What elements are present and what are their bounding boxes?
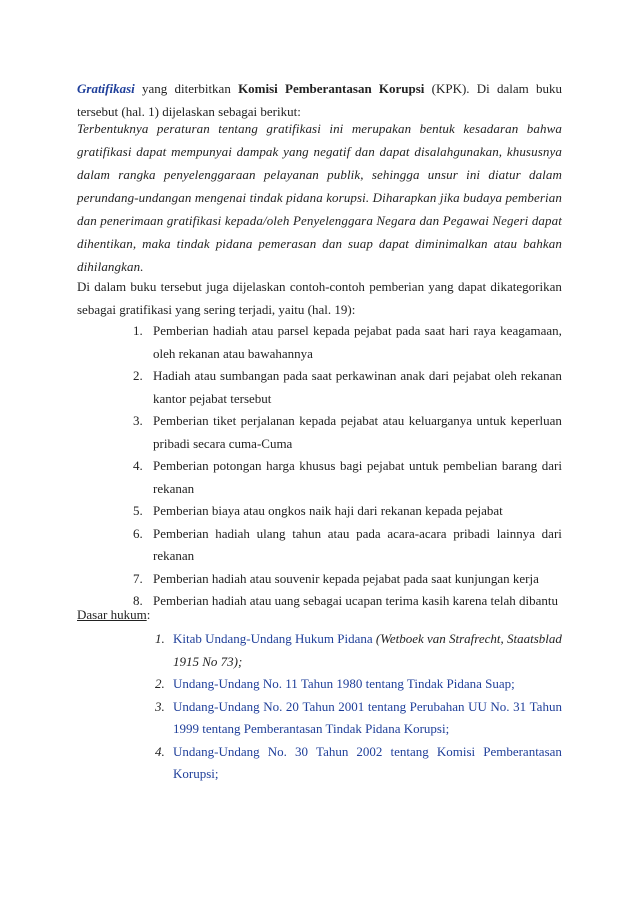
word: Pemberian (153, 413, 209, 428)
word: perkawinan (335, 368, 397, 383)
legal-heading-colon: : (146, 607, 151, 622)
word: pemberian (505, 190, 562, 205)
list-item (133, 568, 562, 591)
word: tindak (176, 236, 210, 251)
word: buku (130, 279, 157, 294)
word: Undang-Undang (173, 698, 260, 714)
word: diminimalkan (414, 236, 488, 251)
word: penyelenggaraan (163, 167, 256, 182)
text: 1915 No 73); (173, 653, 243, 669)
word: tahun (292, 525, 322, 541)
word: keperluan (510, 413, 562, 428)
word: dari (541, 458, 562, 473)
word: publik, (327, 167, 364, 182)
word: kepada (312, 323, 350, 338)
legal-list-item (155, 673, 562, 696)
kuhp-link[interactable]: Pidana (337, 631, 373, 646)
word: Terbentuknya (77, 121, 149, 136)
word: perjalanan (240, 413, 295, 428)
text: rekanan (153, 480, 195, 496)
word: saat (424, 323, 445, 338)
quote-line-4 (77, 187, 562, 210)
list-number: 1. (155, 631, 165, 646)
kuhp-link[interactable]: Hukum (295, 631, 335, 646)
word: keagamaan, (500, 323, 562, 338)
para2-line-1 (77, 276, 562, 299)
word: dapat (378, 236, 410, 251)
word: 2002 (356, 743, 383, 759)
list-line (153, 410, 562, 433)
word: tentang (390, 743, 429, 759)
word: atau (327, 525, 350, 541)
kpk-name-word: Korupsi (378, 81, 425, 96)
word: suap (348, 236, 373, 251)
list-number: 6. (133, 525, 143, 541)
list-line (153, 568, 562, 591)
word: Pemberian (153, 525, 209, 541)
kpk-name-word: Pemberantasan (285, 81, 372, 96)
word: atau (251, 323, 274, 338)
word: harga (266, 458, 295, 473)
word: tindak (249, 190, 283, 205)
word: atau (382, 413, 405, 428)
text: Korupsi; (173, 766, 219, 781)
word: dari (541, 525, 562, 541)
word: saat (311, 368, 332, 383)
word: pemerasan (258, 236, 317, 251)
word: bahwa (526, 121, 562, 136)
word: Pemberian (153, 323, 209, 338)
legal-list-item (155, 628, 562, 673)
word: gratifikasi (266, 121, 321, 136)
word: dihilangkan. (77, 259, 144, 274)
text: tersebut (hal. 1) dijelaskan sebagai berikut: (77, 103, 301, 119)
uu-30-2002-link[interactable] (173, 741, 562, 764)
word: atau (493, 236, 518, 251)
word: pidana (215, 236, 253, 251)
word: juga (206, 279, 229, 294)
word: Pegawai (442, 213, 489, 228)
word: van (427, 631, 446, 646)
text: pribadi secara cuma-Cuma (153, 435, 293, 451)
list-number: 3. (155, 698, 165, 714)
word: pejabat (452, 368, 491, 383)
word: diatur (488, 167, 521, 182)
word: pelayanan (263, 167, 319, 182)
para2-line-2 (77, 299, 562, 322)
kpk-name-word: Komisi (238, 81, 278, 96)
examples-intro-paragraph (77, 276, 562, 321)
list-line (173, 628, 562, 651)
word: mempunyai (171, 144, 232, 159)
list-line (153, 455, 562, 478)
word: Penyelenggara (292, 213, 373, 228)
word: pidana (286, 190, 323, 205)
word: dijelaskan (232, 279, 286, 294)
list-item (133, 523, 562, 568)
uu-20-2001-link[interactable] (173, 718, 562, 741)
word: mengenai (194, 190, 247, 205)
word: barang (501, 458, 538, 473)
word: hadiah (215, 525, 250, 541)
word: yang (428, 279, 454, 294)
word: tentang (218, 121, 258, 136)
word: anak (400, 368, 425, 383)
word: khusus (299, 458, 336, 473)
word: dan (355, 144, 375, 159)
word: sehingga (371, 167, 420, 182)
list-item (133, 365, 562, 410)
word: kesadaran (463, 121, 519, 136)
word: 31 (513, 698, 527, 714)
word: 20 (285, 698, 299, 714)
word: Tahun (316, 743, 349, 759)
word: dikategorikan (490, 279, 562, 294)
word: pada (395, 323, 421, 338)
list-number: 2. (155, 676, 165, 691)
list-number: 1. (133, 323, 143, 338)
word: tersebut (160, 279, 202, 294)
word: untuk (476, 413, 507, 428)
list-line (173, 673, 562, 696)
list-line (153, 478, 562, 501)
list-number: 7. (133, 570, 143, 586)
uu-30-2002-link[interactable] (173, 763, 562, 786)
list-number: 5. (133, 503, 143, 518)
word: dihentikan, (77, 236, 137, 251)
list-number: 4. (155, 743, 165, 759)
word: keluarganya (408, 413, 473, 428)
word: Undang-Undang (173, 743, 260, 759)
list-item (133, 455, 562, 500)
text: Pemberian biaya atau ongkos naik haji dari rekanan kepada pejabat (153, 503, 503, 518)
word: kepada (299, 413, 337, 428)
word: pribadi (453, 525, 491, 541)
word: Negara (376, 213, 416, 228)
quote-line-6 (77, 233, 562, 256)
word: pejabat (366, 458, 405, 473)
word: diterbitkan (174, 81, 231, 96)
word: ini (466, 167, 481, 182)
word: Tahun (302, 698, 335, 714)
word: jika (439, 190, 460, 205)
word: perundang-undangan (77, 190, 192, 205)
quote-line-5 (77, 210, 562, 233)
text: 1999 tentang Pemberantasan Tindak Pidana Korupsi; (173, 721, 450, 736)
word: dapat (531, 213, 562, 228)
word: Hadiah (153, 368, 191, 383)
text: sebagai gratifikasi yang sering terjadi, yaitu (hal. 19): (77, 301, 356, 317)
gratifikasi-term: Gratifikasi (77, 81, 135, 96)
legal-basis-heading (77, 604, 562, 627)
word: gratifikasi (77, 144, 132, 159)
word: dapat (136, 144, 167, 159)
word: 30 (294, 743, 308, 759)
uu-11-1980-link[interactable]: Undang-Undang No. 11 Tahun 1980 tentang Tindak Pidana Suap; (173, 676, 515, 691)
list-item (133, 320, 562, 365)
word: dapat (379, 144, 410, 159)
kuhp-link[interactable]: Kitab (173, 631, 202, 646)
word: dari (428, 368, 450, 383)
list-number: 8. (133, 593, 143, 608)
list-line (153, 523, 562, 546)
quote-paragraph (77, 118, 562, 279)
list-line (153, 433, 562, 456)
word: maka (142, 236, 171, 251)
word: dampak (236, 144, 279, 159)
word: yang (283, 144, 309, 159)
word: pada (356, 525, 381, 541)
word: dalam (77, 167, 110, 182)
word: dalam (94, 279, 127, 294)
word: potongan (213, 458, 262, 473)
legal-list-item (155, 696, 562, 741)
word: Staatsblad (507, 631, 562, 646)
word: rekanan (520, 368, 562, 383)
word: Di (77, 279, 90, 294)
word: dalam (528, 167, 562, 182)
word: peraturan (156, 121, 210, 136)
word: unsur (427, 167, 458, 182)
word: UU (468, 698, 487, 714)
word: pejabat (354, 323, 392, 338)
word: dan (322, 236, 343, 251)
kuhp-link[interactable]: Undang-Undang (205, 631, 292, 646)
list-number: 3. (133, 413, 143, 428)
word: No. (263, 698, 283, 714)
list-line (153, 545, 562, 568)
legal-heading-text: Dasar hukum (77, 607, 147, 622)
quote-line-2 (77, 141, 562, 164)
list-item (133, 500, 562, 523)
list-line (153, 343, 562, 366)
word: Pemberantasan (483, 743, 562, 759)
word: bahkan (523, 236, 562, 251)
word: tentang (367, 698, 407, 714)
word: rangka (118, 167, 156, 182)
word: Di (476, 81, 490, 96)
text: oleh rekanan atau bawahannya (153, 345, 313, 361)
word: pemberian (369, 279, 425, 294)
word: merupakan (351, 121, 412, 136)
word: disalahgunakan, (414, 144, 503, 159)
word: dan (77, 213, 97, 228)
word: bagi (339, 458, 363, 473)
word: khususnya (506, 144, 562, 159)
word: untuk (408, 458, 439, 473)
word: parsel (277, 323, 309, 338)
list-line (153, 365, 562, 388)
word: dapat (457, 279, 487, 294)
word: 2001 (338, 698, 365, 714)
word: hadiah (212, 323, 248, 338)
word: atau (194, 368, 217, 383)
word: yang (142, 81, 168, 96)
word: oleh (494, 368, 517, 383)
uu-20-2001-link[interactable] (173, 696, 562, 719)
word: Strafrecht, (449, 631, 504, 646)
list-number: 4. (133, 458, 143, 473)
word: pada (283, 368, 308, 383)
legal-list (155, 628, 562, 786)
list-line (173, 651, 562, 674)
word: pejabat (340, 413, 379, 428)
word: sumbangan (220, 368, 280, 383)
word: lainnya (496, 525, 535, 541)
examples-list (133, 320, 562, 613)
intro-paragraph (77, 78, 562, 123)
list-line (153, 500, 562, 523)
intro-line-1 (77, 78, 562, 101)
word: ulang (256, 525, 286, 541)
word: Negeri (492, 213, 529, 228)
word: (KPK). (431, 81, 470, 96)
word: budaya (463, 190, 503, 205)
word: bentuk (419, 121, 455, 136)
list-line (153, 388, 562, 411)
word: kepada/oleh (224, 213, 290, 228)
word: pembelian (443, 458, 498, 473)
word: Komisi (436, 743, 476, 759)
word: dan (419, 213, 440, 228)
word: korupsi. (326, 190, 370, 205)
word: No. (267, 743, 287, 759)
word: Perubahan (409, 698, 465, 714)
word: buku (535, 81, 562, 96)
word: No. (490, 698, 510, 714)
word: Pemberian (153, 458, 209, 473)
word: Diharapkan (372, 190, 437, 205)
legal-heading-line (77, 604, 562, 627)
text: kantor pejabat tersebut (153, 390, 272, 406)
word: penerimaan (100, 213, 164, 228)
list-item (133, 410, 562, 455)
word: acara-acara (387, 525, 447, 541)
word: raya (473, 323, 496, 338)
word: tiket (213, 413, 237, 428)
legal-list-item (155, 741, 562, 786)
quote-line-1 (77, 118, 562, 141)
word: (Wetboek (375, 631, 424, 646)
word: negatif (313, 144, 351, 159)
word: hari (449, 323, 470, 338)
word: Tahun (529, 698, 562, 714)
word: gratifikasi (166, 213, 222, 228)
quote-line-3 (77, 164, 562, 187)
word: contoh-contoh (289, 279, 365, 294)
word: ini (329, 121, 344, 136)
text: rekanan (153, 548, 195, 563)
text: Pemberian hadiah atau uang sebagai ucapan terima kasih karena telah dibantu (153, 593, 558, 608)
text: Pemberian hadiah atau souvenir kepada pejabat pada saat kunjungan kerja (153, 570, 539, 586)
list-number: 2. (133, 368, 143, 383)
list-line (153, 320, 562, 343)
word: dalam (497, 81, 529, 96)
